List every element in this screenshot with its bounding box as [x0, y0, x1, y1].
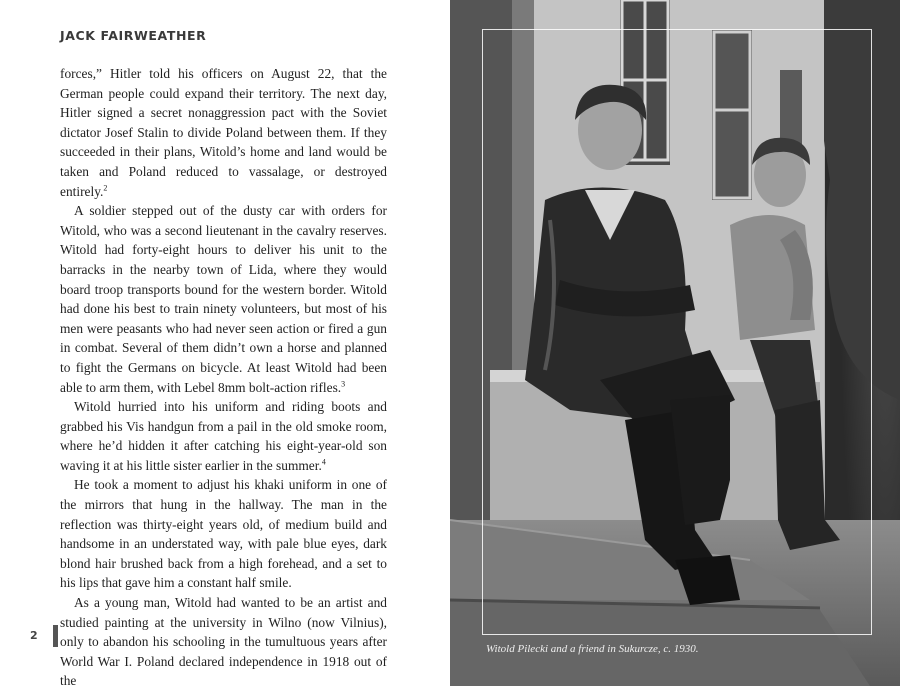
paragraph-text: He took a moment to adjust his khaki uniform in one of the mirrors that hung in the hallway. The man in the reflection was thirty-eight years old, of medium build and handsome in an understated way, with pale blue eyes, dark blond hair brushed back from a high forehead, and a set to his lips that gave him a constant half smile. — [60, 477, 387, 591]
footnote-ref[interactable]: 2 — [103, 183, 108, 193]
paragraph — [60, 201, 387, 397]
paragraph — [60, 64, 387, 201]
body-text — [60, 64, 387, 691]
paragraph-text: forces,” Hitler told his officers on August 22, that the German people could expand their territory. The next day, Hitler signed a secret nonaggression pact with the Soviet dictator Josef Stalin to divide Poland between them. If they succeeded in their plans, Witold’s home and land would be taken and Poland reduced to vassalage, or destroyed entirely. — [60, 66, 387, 199]
photo-frame — [482, 29, 872, 635]
page-number: 2 — [30, 629, 38, 642]
footnote-ref[interactable]: 3 — [341, 379, 346, 389]
left-page — [0, 0, 450, 689]
footnote-ref[interactable]: 4 — [321, 457, 326, 467]
page-number-bar — [53, 625, 58, 647]
paragraph-text: A soldier stepped out of the dusty car with orders for Witold, who was a second lieutenant in the cavalry reserves. Witold had forty-eight hours to deliver his unit to the barracks in the nearby town of Lida, where they would board troop transports bound for the western border. Witold had done his best to train ninety volunteers, but most of his men were peasants who had never seen action or fired a gun in combat. Several of them didn’t own a horse and planned to fight the Germans on bicycle. At least Witold had been able to arm them, with Lebel 8mm bolt-action rifles. — [60, 203, 387, 395]
paragraph — [60, 397, 387, 475]
right-page — [450, 0, 900, 686]
paragraph — [60, 475, 387, 593]
paragraph — [60, 593, 387, 691]
photo-caption: Witold Pilecki and a friend in Sukurcze, c. 1930. — [486, 643, 699, 655]
paragraph-text: As a young man, Witold had wanted to be an artist and studied painting at the university in Wilno (now Vilnius), only to abandon his schooling in the tumultuous years after World War I. Poland declared independence in 1918 out of the — [60, 595, 387, 689]
paragraph-text: Witold hurried into his uniform and riding boots and grabbed his Vis handgun from a pail in the old smoke room, where he’d hidden it after catching his eight-year-old son waving it at his little sister earlier in the summer. — [60, 399, 387, 473]
running-head: JACK FAIRWEATHER — [60, 28, 207, 43]
